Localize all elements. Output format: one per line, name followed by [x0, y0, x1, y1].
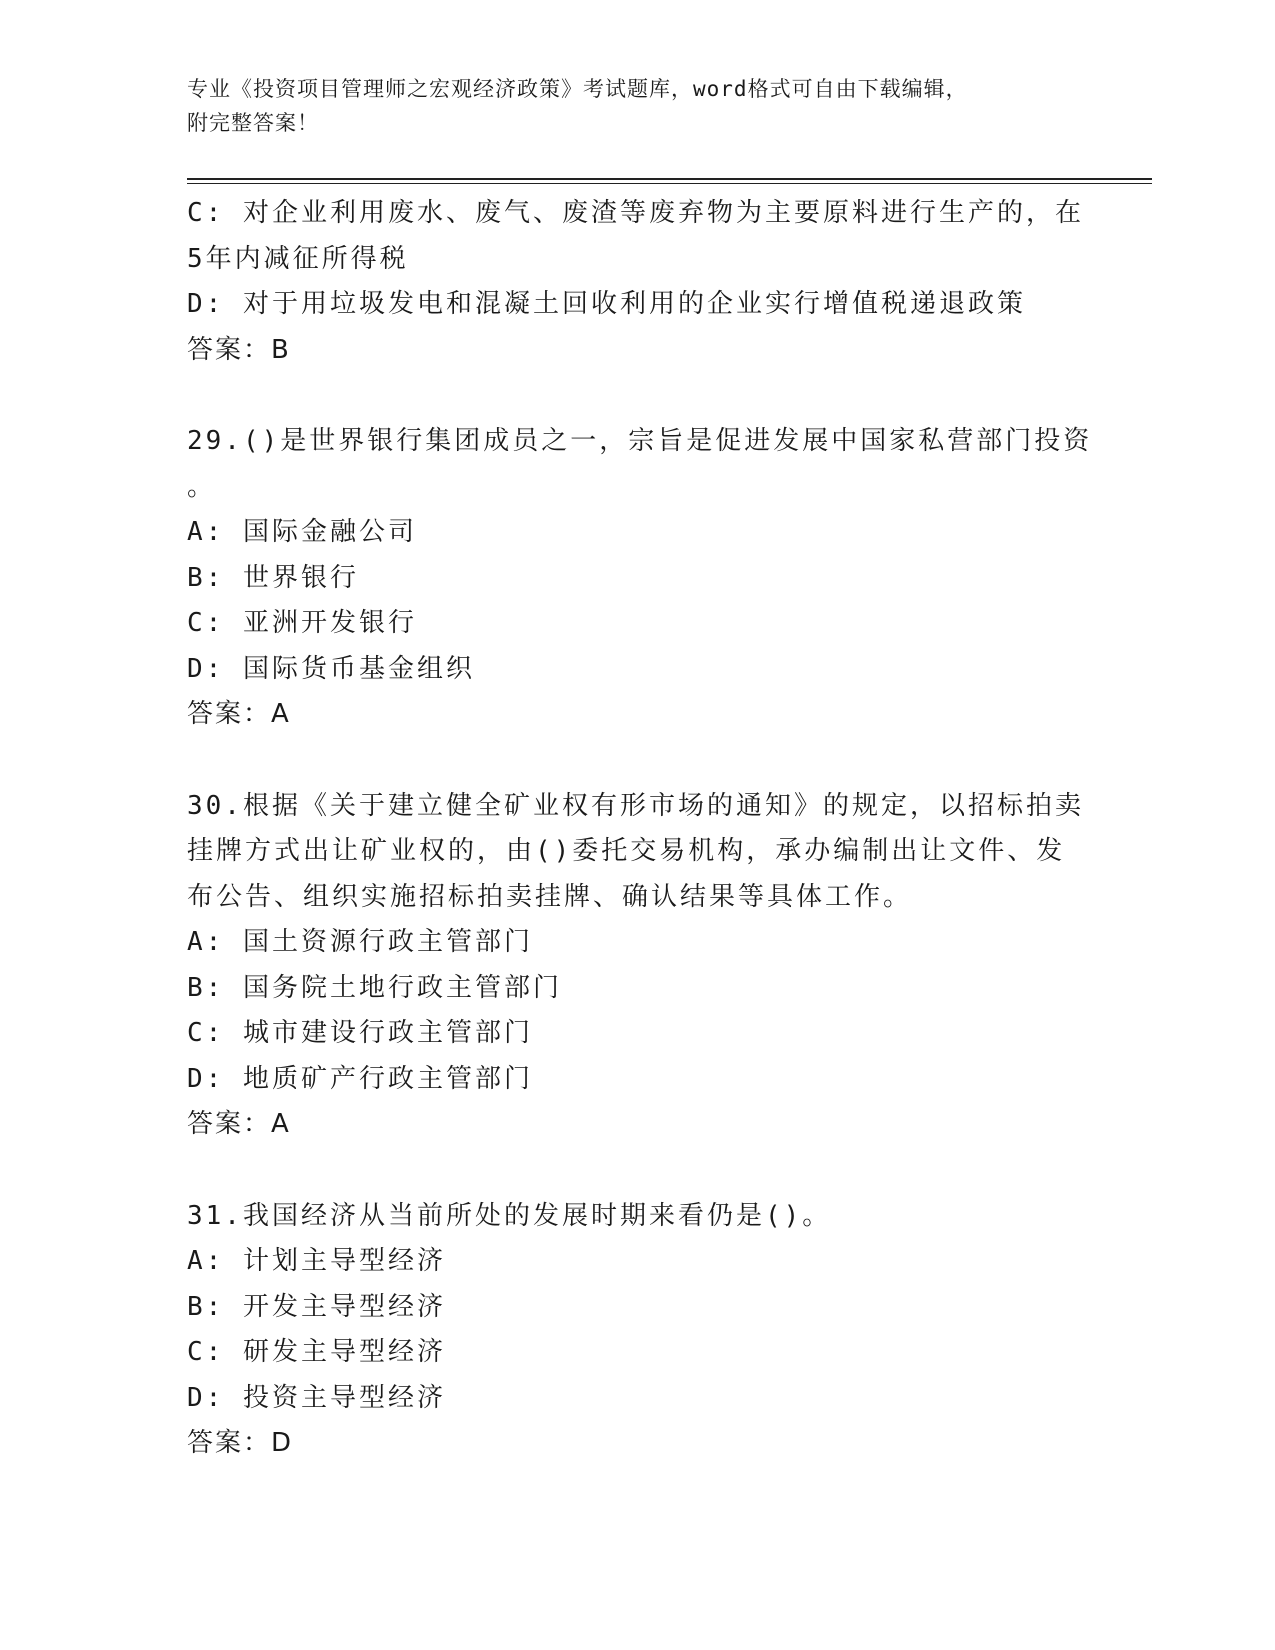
option-a: A: 国土资源行政主管部门	[187, 927, 533, 957]
option-b: B: 国务院土地行政主管部门	[187, 972, 562, 1003]
option-d: D: 对于用垃圾发电和混凝土回收利用的企业实行增值税递退政策	[187, 289, 1026, 319]
question-stem: 30.根据《关于建立健全矿业权有形市场的通知》的规定，以招标拍卖	[187, 790, 1084, 821]
option-c: C: 城市建设行政主管部门	[187, 1018, 533, 1048]
answer: 答案：A	[187, 1109, 291, 1139]
question-stem-continued: 。	[187, 471, 217, 502]
header-line-1: 专业《投资项目管理师之宏观经济政策》考试题库，word格式可自由下载编辑，	[187, 77, 968, 101]
answer: 答案：A	[187, 699, 291, 729]
document-header	[187, 72, 1067, 140]
question-30	[187, 784, 1087, 1148]
question-stem-continued: 布公告、组织实施招标拍卖挂牌、确认结果等具体工作。	[187, 881, 913, 912]
question-stem: 31.我国经济从当前所处的发展时期来看仍是()。	[187, 1200, 832, 1231]
option-c: C: 对企业利用废水、废气、废渣等废弃物为主要原料进行生产的，在	[187, 198, 1084, 228]
answer: 答案：B	[187, 334, 291, 365]
header-divider-thin	[187, 183, 1152, 184]
header-divider-thick	[187, 178, 1152, 180]
option-c: C: 亚洲开发银行	[187, 608, 417, 638]
question-28-tail	[187, 191, 1087, 373]
option-c: C: 研发主导型经济	[187, 1337, 446, 1367]
question-list	[187, 191, 1093, 1467]
question-31	[187, 1194, 1087, 1467]
header-line-2: 附完整答案！	[187, 111, 319, 135]
answer: 答案：D	[187, 1428, 294, 1458]
option-b: B: 开发主导型经济	[187, 1291, 446, 1322]
option-d: D: 地质矿产行政主管部门	[187, 1063, 533, 1094]
option-d: D: 投资主导型经济	[187, 1382, 446, 1413]
option-d: D: 国际货币基金组织	[187, 653, 475, 684]
question-stem: 29.()是世界银行集团成员之一，宗旨是促进发展中国家私营部门投资	[187, 426, 1093, 456]
question-stem-continued: 挂牌方式出让矿业权的，由()委托交易机构，承办编制出让文件、发	[187, 836, 1066, 866]
option-b: B: 世界银行	[187, 562, 359, 593]
option-a: A: 计划主导型经济	[187, 1246, 446, 1276]
question-29	[187, 419, 1093, 738]
option-a: A: 国际金融公司	[187, 517, 417, 547]
option-c-continued: 5年内减征所得税	[187, 243, 409, 274]
